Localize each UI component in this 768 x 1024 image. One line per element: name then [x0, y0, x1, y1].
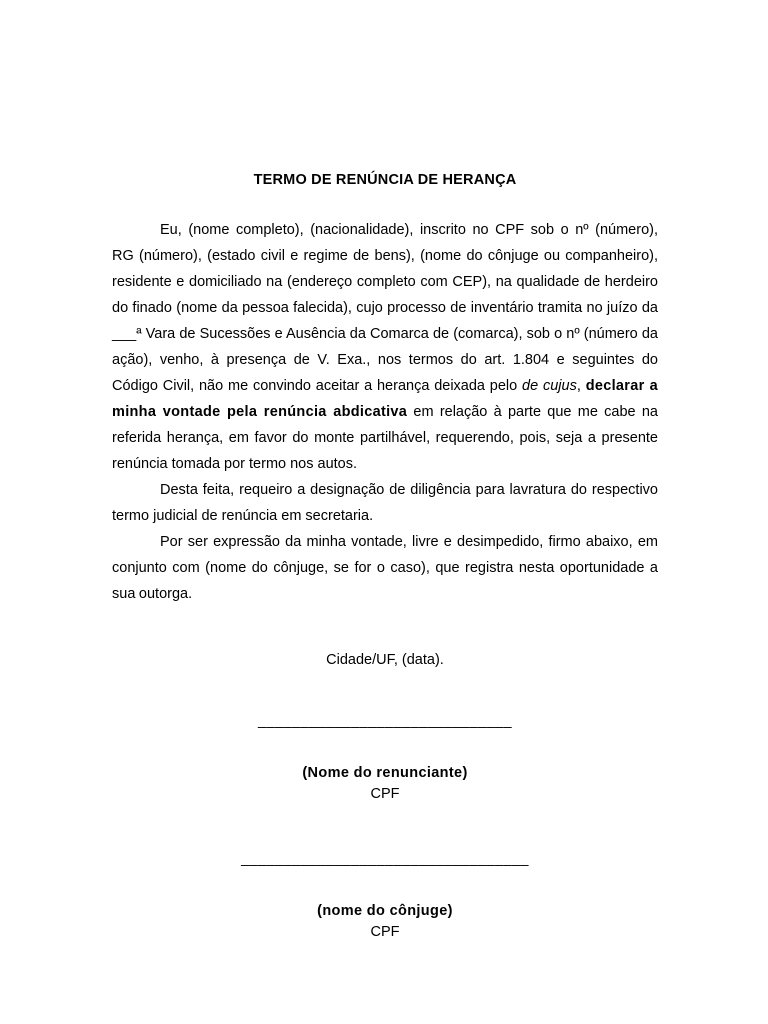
- signature-cpf-renunciante: CPF: [370, 786, 400, 803]
- page-title: TERMO DE RENÚNCIA DE HERANÇA: [253, 172, 517, 188]
- paragraph-declaration-text-part3: em relação à parte que me cabe na referida herança, em favor do monte partilhável, requerendo, pois, seja a presente renúncia tomada por termo nos autos.: [112, 404, 658, 473]
- document-body: [112, 217, 658, 942]
- place-and-date: Cidade/UF, (data).: [326, 652, 444, 669]
- paragraph-declaration-text-part2: ,: [576, 378, 586, 395]
- signature-block-conjuge: [112, 804, 658, 942]
- paragraph-declaration-text-part1: Eu, (nome completo), (nacionalidade), inscrito no CPF sob o nº (número), RG (número), (estado civil e regime de bens), (nome do cônjuge ou companheiro), residente e domiciliado na (endereço completo com CEP), na qualidade de herdeiro do finado (nome da pessoa falecida), cujo processo de inventário tramita no juízo da ___ª Vara de Sucessões e Ausência da Comarca de (comarca), sob o nº (número da ação), venho, à presença de V. Exa., nos termos do art. 1.804 e seguintes do Código Civil, não me convindo aceitar a herança deixada pelo: [112, 222, 658, 395]
- paragraph-request-diligence: Desta feita, requeiro a designação de diligência para lavratura do respectivo termo judicial de renúncia em secretaria.: [112, 482, 658, 525]
- signature-block-renunciante: [112, 673, 658, 804]
- emphasized-renunciation-statement: declarar a minha vontade pela renúncia abdicativa: [112, 378, 658, 421]
- paragraph-closing-statement: Por ser expressão da minha vontade, livre e desimpedido, firmo abaixo, em conjunto com (nome do cônjuge, se for o caso), que registra nesta oportunidade a sua outorga.: [112, 534, 658, 603]
- signature-line: __________________________________: [241, 851, 529, 868]
- signature-line: ______________________________: [258, 713, 512, 730]
- latin-term-de-cujus: de cujus: [522, 378, 577, 395]
- paragraph-declaration: [112, 217, 658, 477]
- signature-name-conjuge: (nome do cônjuge): [317, 903, 453, 920]
- signature-name-renunciante: (Nome do renunciante): [302, 765, 468, 782]
- document-content: [112, 0, 658, 942]
- signature-cpf-conjuge: CPF: [370, 924, 400, 941]
